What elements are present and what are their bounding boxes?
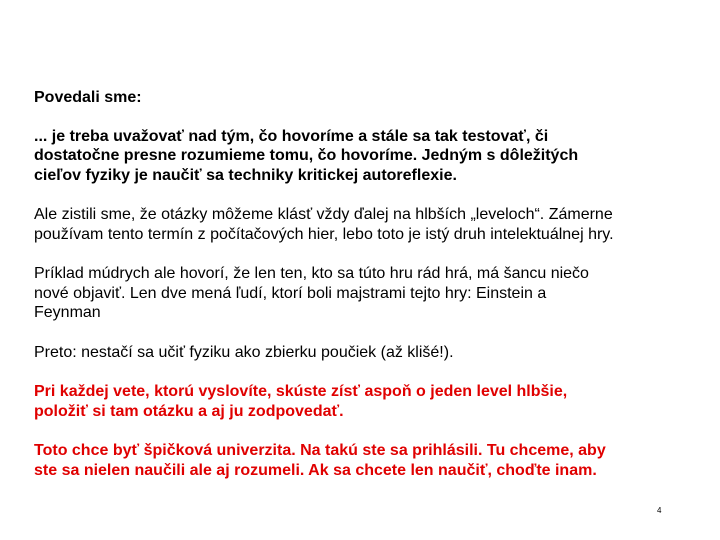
example-paragraph: Príklad múdrych ale hovorí, že len ten, kto sa túto hru rád hrá, má šancu niečo nové objaviť. Len dve mená ľudí, ktorí boli majstrami tejto hry: Einstein a Feynman [34, 265, 589, 321]
quote-paragraph: ... je treba uvažovať nad tým, čo hovoríme a stále sa tak testovať, či dostatočne presne rozumieme tomu, čo hovoríme. Jedným s dôležitých cieľov fyziky je naučiť sa techniky kritickej autoreflexie. [34, 127, 579, 184]
advice-paragraph: Pri každej vete, ktorú vyslovíte, skúste zísť aspoň o jeden level hlbšie, položiť si tam otázku a aj ju zodpovedať. [34, 383, 568, 420]
slide-content [34, 88, 702, 500]
university-paragraph: Toto chce byť špičková univerzita. Na takú ste sa prihlásili. Tu chceme, aby ste sa nielen naučili ale aj rozumeli. Ak sa chcete len naučiť, choďte inam. [34, 442, 606, 479]
levels-paragraph: Ale zistili sme, že otázky môžeme klásť vždy ďalej na hlbších „leveloch“. Zámerne používam tento termín z počítačových hier, lebo toto je istý druh intelektuálnej hry. [34, 206, 614, 243]
page-number: 4 [657, 506, 662, 515]
therefore-paragraph: Preto: nestačí sa učiť fyziku ako zbierku poučiek (až klišé!). [34, 343, 454, 361]
slide-heading: Povedali sme: [34, 89, 142, 106]
